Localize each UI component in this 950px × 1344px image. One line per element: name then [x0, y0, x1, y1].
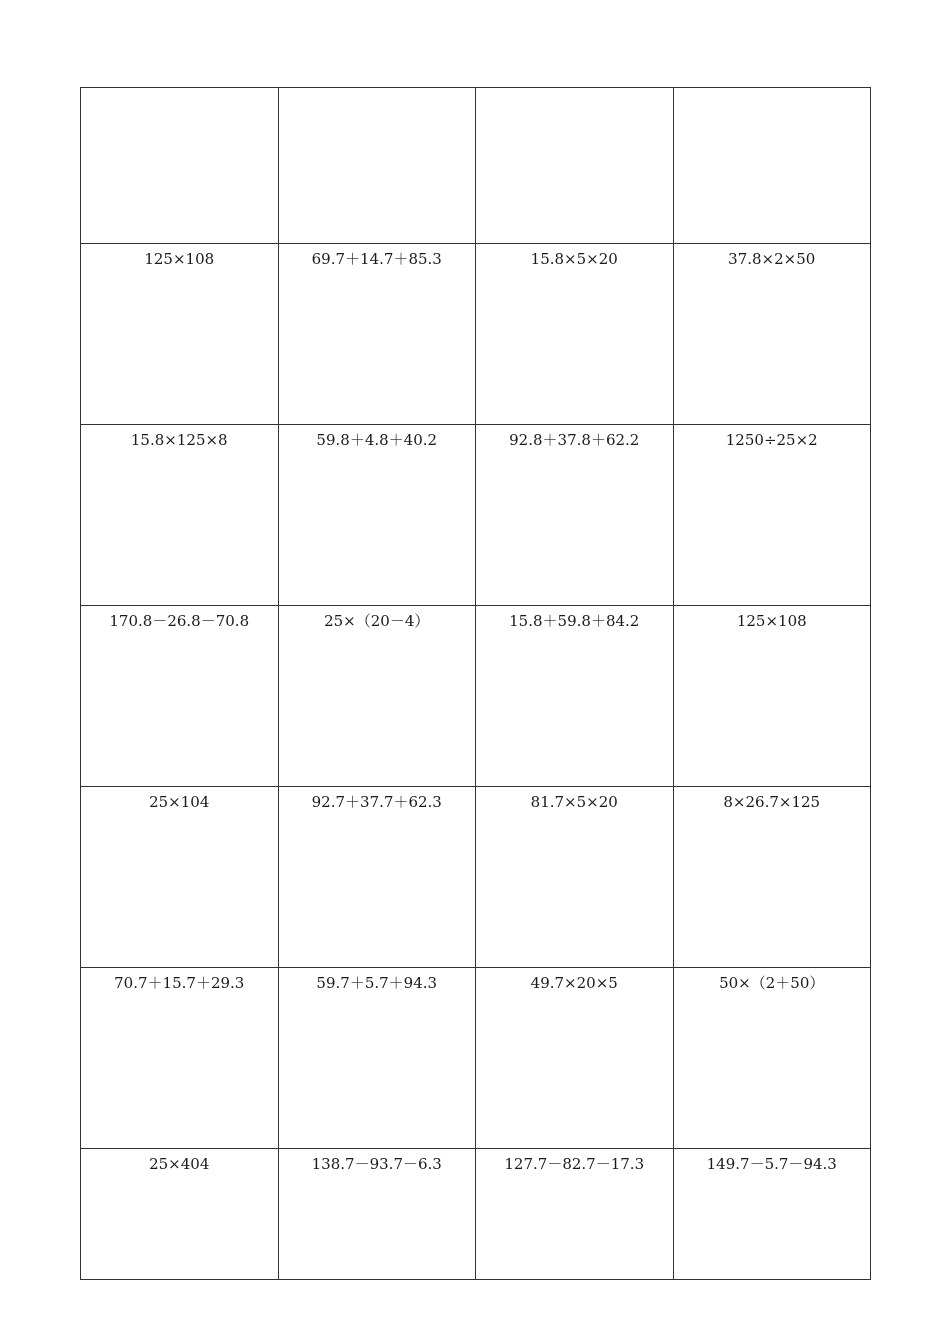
problem-cell[interactable]: 15.8×125×8: [81, 425, 279, 606]
problem-cell[interactable]: 138.7－93.7－6.3: [278, 1149, 476, 1280]
worksheet-row: [81, 88, 871, 244]
problem-cell[interactable]: 92.8＋37.8＋62.2: [476, 425, 674, 606]
worksheet-row: [81, 968, 871, 1149]
problem-cell[interactable]: 49.7×20×5: [476, 968, 674, 1149]
problem-cell[interactable]: 15.8＋59.8＋84.2: [476, 606, 674, 787]
problem-cell[interactable]: 81.7×5×20: [476, 787, 674, 968]
worksheet-row: [81, 606, 871, 787]
problem-cell[interactable]: 25×104: [81, 787, 279, 968]
problem-cell[interactable]: 125×108: [81, 244, 279, 425]
problem-cell[interactable]: 15.8×5×20: [476, 244, 674, 425]
worksheet-row: [81, 244, 871, 425]
problem-cell[interactable]: 125×108: [673, 606, 871, 787]
problem-cell[interactable]: 92.7＋37.7＋62.3: [278, 787, 476, 968]
problem-cell[interactable]: [81, 88, 279, 244]
problem-cell[interactable]: 1250÷25×2: [673, 425, 871, 606]
problem-cell[interactable]: 70.7＋15.7＋29.3: [81, 968, 279, 1149]
worksheet-row: [81, 425, 871, 606]
problem-cell[interactable]: 127.7－82.7－17.3: [476, 1149, 674, 1280]
problem-cell[interactable]: 8×26.7×125: [673, 787, 871, 968]
problem-cell[interactable]: 149.7－5.7－94.3: [673, 1149, 871, 1280]
problem-cell[interactable]: 25×（20－4）: [278, 606, 476, 787]
problem-cell[interactable]: 59.7＋5.7＋94.3: [278, 968, 476, 1149]
problem-cell[interactable]: 25×404: [81, 1149, 279, 1280]
problem-cell[interactable]: [476, 88, 674, 244]
worksheet-table: [80, 87, 871, 1280]
problem-cell[interactable]: [278, 88, 476, 244]
worksheet-row: [81, 1149, 871, 1280]
worksheet-row: [81, 787, 871, 968]
problem-cell[interactable]: 50×（2＋50）: [673, 968, 871, 1149]
problem-cell[interactable]: 69.7＋14.7＋85.3: [278, 244, 476, 425]
problem-cell[interactable]: 37.8×2×50: [673, 244, 871, 425]
problem-cell[interactable]: 170.8－26.8－70.8: [81, 606, 279, 787]
problem-cell[interactable]: 59.8＋4.8＋40.2: [278, 425, 476, 606]
problem-cell[interactable]: [673, 88, 871, 244]
